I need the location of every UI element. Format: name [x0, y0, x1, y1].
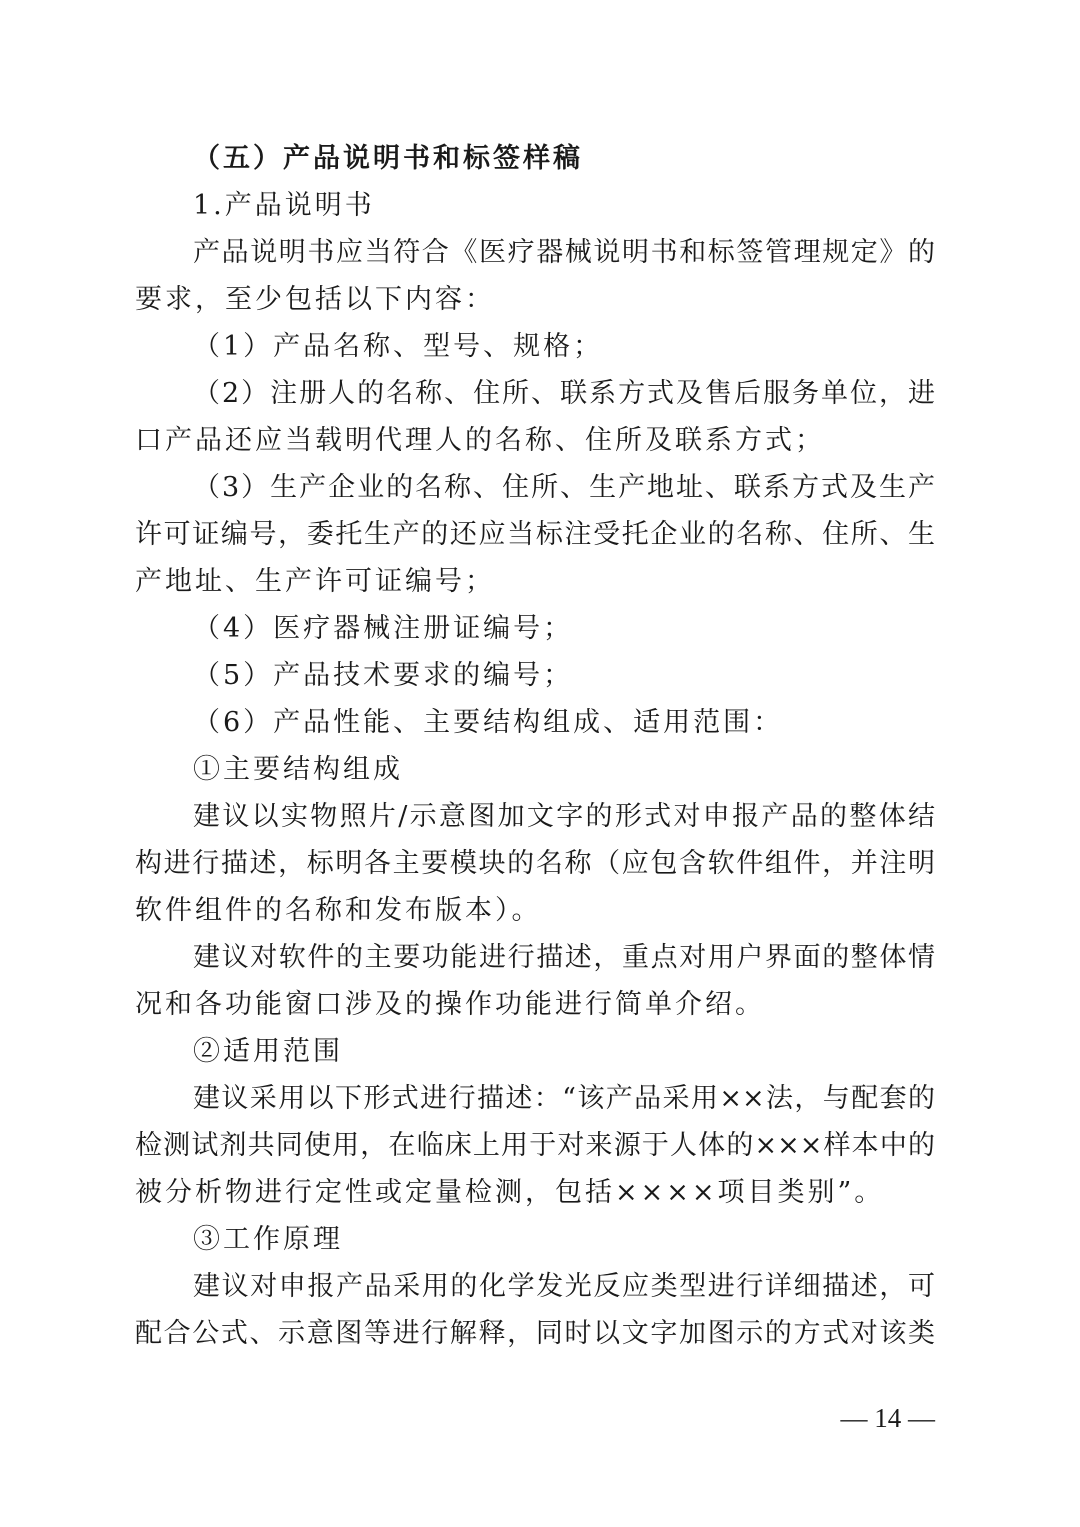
subsection-heading: ①主要结构组成	[193, 754, 403, 785]
paragraph-line: 软件组件的名称和发布版本）。	[135, 895, 542, 926]
paragraph-line: 检测试剂共同使用，在临床上用于对来源于人体的×××样本中的	[135, 1130, 935, 1161]
paragraph-line: 许可证编号，委托生产的还应当标注受托企业的名称、住所、生	[135, 519, 935, 550]
paragraph-line: 被分析物进行定性或定量检测，包括××××项目类别”。	[135, 1177, 885, 1208]
list-item: （2）注册人的名称、住所、联系方式及售后服务单位，进	[193, 378, 935, 409]
subsection-heading: ③工作原理	[193, 1224, 343, 1255]
paragraph-line: 构进行描述，标明各主要模块的名称（应包含软件组件，并注明	[135, 848, 935, 879]
list-item: （3）生产企业的名称、住所、生产地址、联系方式及生产	[193, 472, 935, 503]
list-item: （4）医疗器械注册证编号；	[193, 613, 574, 644]
paragraph-line: 产地址、生产许可证编号；	[135, 566, 495, 597]
paragraph-line: 建议对软件的主要功能进行描述，重点对用户界面的整体情	[193, 942, 935, 973]
subsection-heading: ②适用范围	[193, 1036, 343, 1067]
list-item: （5）产品技术要求的编号；	[193, 660, 574, 691]
page-number: — 14 —	[840, 1403, 935, 1433]
paragraph-line: 产品说明书应当符合《医疗器械说明书和标签管理规定》的	[193, 237, 935, 268]
list-item: （1）产品名称、型号、规格；	[193, 331, 604, 362]
paragraph-line: 建议以实物照片/示意图加文字的形式对申报产品的整体结	[193, 801, 935, 832]
paragraph-line: 建议对申报产品采用的化学发光反应类型进行详细描述，可	[193, 1271, 935, 1302]
paragraph-line: 要求，至少包括以下内容：	[135, 284, 495, 315]
subsection-heading: 1.产品说明书	[193, 190, 375, 221]
paragraph-line: 建议采用以下形式进行描述：“该产品采用××法，与配套的	[193, 1083, 935, 1114]
list-item: （6）产品性能、主要结构组成、适用范围：	[193, 707, 784, 738]
section-heading: （五）产品说明书和标签样稿	[193, 143, 583, 174]
paragraph-line: 配合公式、示意图等进行解释，同时以文字加图示的方式对该类	[135, 1318, 935, 1349]
paragraph-line: 口产品还应当载明代理人的名称、住所及联系方式；	[135, 425, 825, 456]
paragraph-line: 况和各功能窗口涉及的操作功能进行简单介绍。	[135, 989, 765, 1020]
